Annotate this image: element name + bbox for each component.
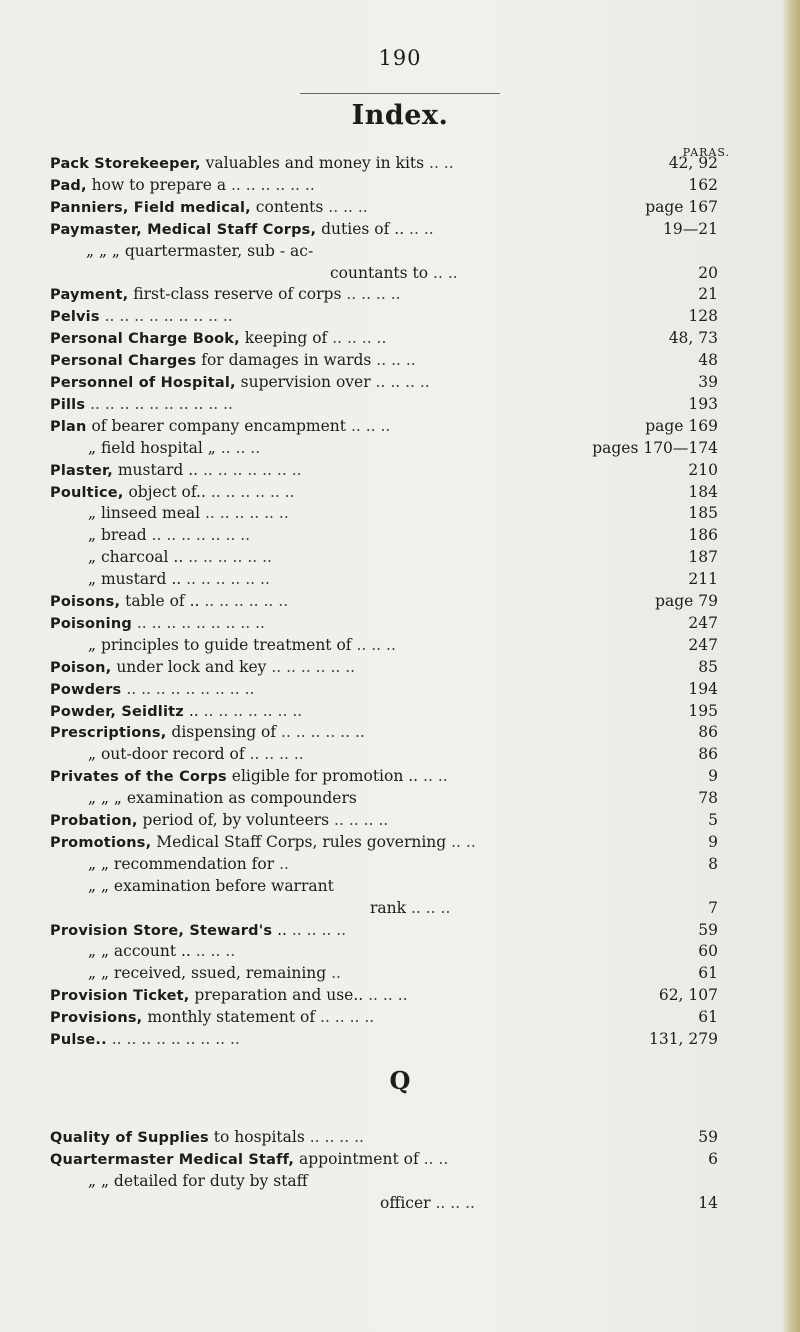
index-entry [0,678,800,700]
index-entry-text [50,196,368,219]
index-entry [0,1126,800,1148]
leader-dots: .. .. .. .. .. .. .. [198,701,303,720]
index-entry-reference: 78 [698,789,718,808]
index-entry-description: officer [380,1193,431,1212]
index-entry-keyword: Personal Charges [50,353,197,370]
index-entry [0,174,800,196]
index-entry-reference: 9 [708,767,718,786]
index-entry [0,349,800,371]
index-entry-reference: 211 [688,570,718,589]
index-entry-reference: 5 [708,811,718,829]
index-entry-description: duties of .. [316,219,405,238]
index-entry-reference: 247 [688,635,718,654]
leader-dots: .. .. .. .. .. .. .. .. .. .. [85,394,233,413]
index-entry-reference: 14 [698,1193,718,1212]
index-entry [0,262,800,284]
page-heading: Index. [351,100,449,131]
index-entry-description: how to prepare a [86,175,227,194]
index-entry-description: contents [250,197,324,216]
leader-dots: .. .. .. .. [341,285,401,304]
index-entry-keyword: Plan [50,418,87,435]
index-entry-description: Medical Staff Corps, rules governing [151,832,447,851]
leader-dots: .. .. .. [363,986,408,1005]
index-entry-reference: page 79 [655,592,718,610]
leader-dots: .. .. [418,767,448,786]
leader-dots: .. .. .. .. .. .. .. .. .. [99,307,233,326]
index-entry [0,612,800,634]
index-entry-description: first-class reserve of corps [128,285,342,304]
index-entry [0,743,800,765]
index-entry [0,765,800,787]
index-entry-description: period of, by volunteers [137,811,330,829]
index-entry-description: table of .. [120,592,200,610]
index-entry-description: .. [272,920,287,939]
index-entry-description: „ „ „ quartermaster, sub - ac- [86,241,314,260]
index-entry-text [88,568,270,590]
index-entry [0,787,800,809]
index-entry [0,656,800,678]
index-entry [0,875,800,897]
index-entry-description: „ principles to guide treatment of [88,635,352,654]
index-entry-text [50,305,233,328]
index-entry [0,371,800,393]
index-entry-keyword: Panniers, Field medical, [50,199,251,216]
index-entry-keyword: Powder, Seidlitz [50,703,184,720]
index-entry-reference: 128 [688,307,718,326]
leader-dots: .. .. .. [215,438,261,457]
index-entry-description: „ field hospital „ [88,438,216,457]
leader-dots: .. .. .. .. .. .. [276,723,365,742]
index-entry-description: „ „ examination before warrant [88,876,334,895]
index-entry-text [88,787,357,809]
leader-dots: .. .. .. .. [304,1128,364,1146]
leader-dots: .. .. .. .. [244,745,304,764]
index-entry-keyword: Probation, [50,813,138,829]
index-entry-text [50,327,386,350]
index-entry-reference: 39 [698,373,718,391]
index-entry-text [50,393,233,416]
index-entry [0,853,800,875]
leader-dots: .. .. [428,263,458,282]
index-entry [0,1006,800,1028]
index-entry [0,415,800,437]
index-entry-keyword: Personnel of Hospital, [50,375,236,391]
index-entry-text [86,240,313,262]
index-entry-description: .. [183,701,199,720]
index-entry [0,240,800,262]
index-entry-reference: 19—21 [663,219,718,238]
index-entry [0,962,800,984]
index-entry-keyword: Provision Store, Steward's [50,922,273,939]
index-entry-text [50,656,355,679]
index-entry-text [50,481,295,504]
index-entry-reference: 86 [698,745,718,764]
index-entry-text [50,349,416,372]
index-entry-description: appointment of [294,1149,419,1168]
index-entry-description: rank [370,898,407,917]
index-entry-keyword: Provision Ticket, [50,988,190,1005]
index-entry-description: „ bread [88,526,147,545]
index-entry-text [88,743,304,765]
index-entry-description: „ mustard .. [88,570,182,589]
index-entry [0,546,800,568]
index-entry-text [50,678,254,701]
index-entry [0,590,800,612]
index-entry-keyword: Provisions, [50,1010,143,1027]
index-entry-description: valuables and money in kits [200,154,425,172]
index-entry-description: under lock and key [111,657,267,676]
index-entry-reference: 185 [688,504,718,523]
index-entry [0,1148,800,1170]
paragraphs-column-label: PARAS. [682,146,730,159]
index-entry-keyword: Pad, [50,177,87,194]
index-entry-reference: 61 [698,1008,718,1027]
leader-dots: .. .. .. .. .. .. .. [198,460,302,479]
leader-dots: .. .. .. [371,351,416,370]
index-entry-text [50,984,408,1007]
index-entry [0,984,800,1006]
index-entry-description: countants to [330,263,429,282]
leader-dots: .. .. .. .. [315,1008,375,1027]
index-entry-keyword: Powders [50,681,122,698]
index-entry-reference: 210 [688,460,718,479]
leader-dots: .. .. .. .. .. .. .. .. .. [106,1030,240,1048]
page-number: 190 [378,46,422,70]
index-entry-description: monthly statement of [142,1008,316,1027]
index-entry-text [88,853,289,875]
leader-dots: .. .. .. .. .. .. [183,548,272,567]
index-entry-reference: 86 [698,723,718,742]
index-entry-reference: 131, 279 [648,1030,718,1048]
index-entry-text [50,415,390,438]
leader-dots: .. .. .. .. [286,920,347,939]
index-entry [0,1192,800,1214]
index-entry [0,721,800,743]
leader-dots: .. .. .. [430,1193,475,1212]
leader-dots: .. .. .. .. .. .. .. [146,526,251,545]
index-entry-keyword: Paymaster, Medical Staff Corps, [50,221,317,238]
index-entry-reference: 8 [708,854,718,873]
index-entry-text [50,1006,374,1029]
index-entry-reference: pages 170—174 [592,438,718,457]
index-entry-keyword: Payment, [50,287,129,304]
index-entry [0,481,800,503]
index-entry [0,940,800,962]
index-entry-reference: 42, 92 [668,154,718,172]
index-entry [0,897,800,919]
index-entry [0,305,800,327]
index-entry [0,393,800,415]
leader-dots: .. .. .. .. [329,811,389,829]
index-entry-text [88,634,396,656]
index-entry-text [50,371,430,394]
index-entry-text [88,875,334,897]
index-entry [0,218,800,240]
leader-dots: .. [326,964,341,983]
index-entry-description: „ out-door record of [88,745,245,764]
index-entry [0,1028,800,1050]
leader-dots: .. .. .. [190,942,236,961]
index-entry-description: dispensing of [166,723,277,742]
index-entry-text [88,502,289,524]
index-entry-text [50,831,476,854]
index-entry-reference: 48, 73 [668,329,718,348]
leader-dots: .. .. .. [346,416,391,435]
index-entry-text [380,1192,475,1214]
index-entry [0,283,800,305]
index-entry-text [88,546,272,568]
index-entry-reference: 247 [688,613,718,632]
index-entry-text [50,1028,240,1051]
leader-dots: .. .. .. .. [370,373,430,391]
index-entry-keyword: Pills [50,396,86,413]
leader-dots: .. .. .. [323,197,368,216]
leader-dots: .. .. .. .. .. .. [226,175,315,194]
index-entry [0,459,800,481]
index-entry-description: object of.. [123,482,206,501]
leader-dots: .. .. .. .. [327,329,387,348]
index-entry-reference: 7 [708,898,718,917]
index-entry-reference: 162 [688,175,718,194]
index-entry [0,524,800,546]
index-entry-text [330,262,458,284]
index-entry-reference: 48 [698,351,718,370]
index-entry-reference: 61 [698,964,718,983]
index-entry-description: „ „ received, ssued, remaining [88,964,327,983]
index-entry-reference: 186 [688,526,718,545]
leader-dots: .. .. .. .. .. .. .. .. .. [121,679,255,698]
index-entry-text [50,590,288,613]
leader-dots: .. .. .. [406,898,451,917]
index-entry-reference: page 169 [645,416,718,435]
index-entry-text [50,721,365,744]
index-entry-reference: 194 [688,679,718,698]
index-entry-reference: 187 [688,548,718,567]
index-entry-description: preparation and use.. [189,986,364,1005]
index-entry-keyword: Poisons, [50,594,121,610]
index-entry-description: supervision over [235,373,371,391]
index-entry-keyword: Prescriptions, [50,725,167,742]
index-entry-text [50,1126,364,1149]
index-entry-reference: 20 [698,263,718,282]
index-entry-text [50,765,448,788]
section-letter-q: Q [389,1066,411,1095]
index-entry-text [88,524,250,546]
index-entry [0,831,800,853]
leader-dots: .. .. .. .. .. .. [181,570,270,589]
leader-dots: .. .. .. .. .. .. [200,504,289,523]
leader-dots: .. .. .. .. .. .. .. .. .. [131,613,265,632]
index-entry-description: „ „ account .. [88,942,191,961]
leader-dots: .. .. .. [351,635,396,654]
index-entry-text [50,218,434,241]
index-entry-text [50,700,302,723]
index-entry-reference: 184 [688,482,718,501]
index-entry-reference: 193 [688,394,718,413]
leader-dots: .. .. [446,832,476,851]
index-entry-keyword: Poultice, [50,484,124,501]
index-entry-text [50,809,388,832]
index-entry-description: „ linseed meal [88,504,201,523]
index-entry-text [88,437,260,459]
index-entry-text [50,612,265,635]
leader-dots: .. .. [424,154,454,172]
index-entry-reference: page 167 [645,197,718,216]
index-entry-text [50,283,401,306]
leader-dots: .. .. .. .. .. .. [205,482,295,501]
index-entry-description: eligible for promotion .. [226,767,419,786]
index-entry-description: for damages in wards [196,351,372,370]
leader-dots: .. .. .. .. .. .. [199,592,289,610]
index-entry [0,568,800,590]
index-entry-reference: 21 [698,285,718,304]
index-entry-reference: 85 [698,657,718,676]
index-entry-description: „ charcoal .. [88,548,184,567]
index-entry-keyword: Quartermaster Medical Staff, [50,1151,295,1168]
index-entry [0,437,800,459]
heading-rule [300,93,500,94]
leader-dots: .. .. .. .. .. .. [266,657,356,676]
index-entry-text [88,962,341,984]
index-entry-reference: 59 [698,920,718,939]
leader-dots: .. .. [404,219,434,238]
index-entry [0,700,800,722]
index-entry-keyword: Pack Storekeeper, [50,156,201,172]
index-entry-reference: 60 [698,942,718,961]
index-entry-reference: 62, 107 [658,986,718,1005]
index-entry-reference: 9 [708,832,718,851]
index-entry-text [50,1148,448,1171]
index-entry-keyword: Quality of Supplies [50,1130,209,1146]
index-entry-description: mustard .. [112,460,199,479]
index-entry-keyword: Pelvis [50,309,100,326]
index-entry-text [50,174,315,197]
leader-dots: .. [274,854,289,873]
index-entry-reference: 59 [698,1128,718,1146]
leader-dots: .. .. [418,1149,449,1168]
index-entry-text [50,919,346,942]
index-entry-description: to hospitals [208,1128,305,1146]
index-entry [0,634,800,656]
index-entry [0,327,800,349]
index-entry [0,502,800,524]
index-entry-description: of bearer company encampment [86,416,347,435]
index-entry-text [50,152,454,175]
index-entry-reference: 6 [708,1149,718,1168]
index-entry [0,1170,800,1192]
index-entry-description: „ „ recommendation for [88,854,275,873]
index-entry-text [50,459,302,482]
index-entry-keyword: Privates of the Corps [50,769,227,786]
index-entry-text [370,897,450,919]
index-entry-keyword: Personal Charge Book, [50,331,240,348]
index-entry-description: keeping of [239,329,328,348]
index-entry-keyword: Pulse.. [50,1032,107,1048]
index-entry-keyword: Poison, [50,659,112,676]
index-entry [0,919,800,941]
index-entry-text [88,940,235,962]
index-entry-description: „ „ „ examination as compounders [88,789,357,808]
index-entry-reference: 195 [688,701,718,720]
index-entry-description: „ „ detailed for duty by staff [88,1171,308,1190]
index-entry-keyword: Poisoning [50,615,132,632]
index-entry [0,152,800,174]
index-entry-text [88,1170,308,1192]
index-entry-keyword: Plaster, [50,462,113,479]
index-entry [0,196,800,218]
index-entry-keyword: Promotions, [50,834,152,851]
index-entry [0,809,800,831]
